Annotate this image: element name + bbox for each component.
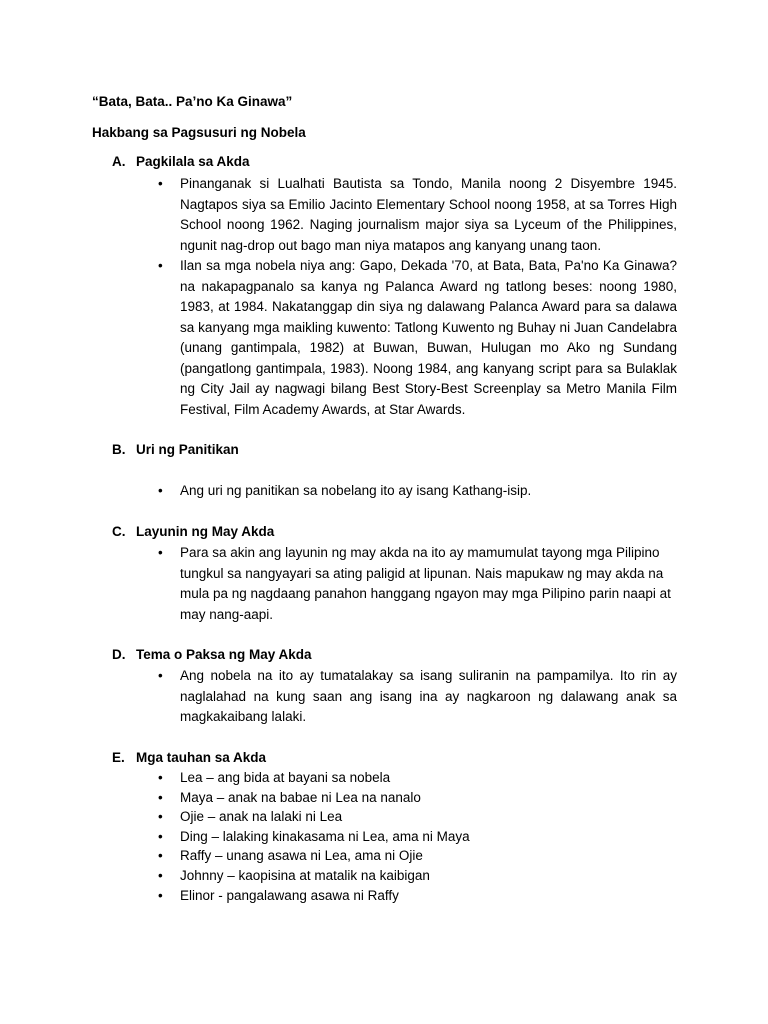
bullet-icon: •	[158, 789, 163, 805]
list-item-text: Para sa akin ang layunin ng may akda na ito ay mamumulat tayong mga Pilipino tungkul sa nangyayari sa ating paligid at lipunan. Nais mapukaw ng may akda na mula pa ng nagdaang panahon hanggang ngayon may mga Pilipino parin naapi at may nang-aapi.	[180, 545, 671, 622]
section-letter: E.	[112, 750, 125, 765]
list-item	[112, 846, 677, 866]
bullet-icon: •	[158, 545, 163, 560]
list-item	[112, 666, 677, 728]
bullet-list	[112, 543, 677, 625]
list-item-text: Ang uri ng panitikan sa nobelang ito ay isang Kathang-isip.	[180, 483, 532, 498]
list-item	[112, 788, 677, 808]
list-item-text: Johnny – kaopisina at matalik na kaibigan	[180, 867, 430, 883]
list-item	[112, 174, 677, 256]
bullet-icon: •	[158, 848, 163, 864]
list-item	[112, 481, 677, 502]
bullet-list	[112, 666, 677, 728]
bullet-list	[112, 174, 677, 420]
section-b	[112, 440, 677, 502]
list-item-text: Ding – lalaking kinakasama ni Lea, ama ni Maya	[180, 828, 470, 844]
section-heading	[112, 748, 677, 768]
section-letter: C.	[112, 524, 126, 539]
section-heading	[112, 440, 677, 460]
section-a	[112, 152, 677, 420]
section-e	[112, 748, 677, 905]
bullet-icon: •	[158, 887, 163, 903]
list-item-text: Ilan sa mga nobela niya ang: Gapo, Dekada '70, at Bata, Bata, Pa'no Ka Ginawa? na nakapagpanalo sa kanya ng Palanca Award ng tatlong beses: noong 1980, 1983, at 1984. Nakatanggap din siya ng dalawang Palanca Award para sa dalawa sa kanyang mga maikling kuwento: Tatlong Kuwento ng Buhay ni Juan Candelabra (unang gantimpala, 1982) at Buwan, Buwan, Hulugan mo Ako ng Sundang (pangatlong gantimpala, 1983). Noong 1984, ang kanyang script para sa Bulaklak ng City Jail ay nagwagi bilang Best Story-Best Screenplay sa Metro Manila Film Festival, Film Academy Awards, at Star Awards.	[180, 258, 677, 417]
bullet-icon: •	[158, 483, 163, 498]
list-item	[112, 827, 677, 847]
section-title: Layunin ng May Akda	[136, 524, 275, 539]
list-item-text: Lea – ang bida at bayani sa nobela	[180, 770, 391, 785]
section-heading	[112, 645, 677, 665]
list-item-text: Ojie – anak na lalaki ni Lea	[180, 809, 343, 825]
list-item	[112, 543, 677, 625]
list-item-text: Elinor - pangalawang asawa ni Raffy	[180, 887, 399, 903]
bullet-icon: •	[158, 176, 163, 191]
section-c	[112, 522, 677, 625]
bullet-list	[112, 768, 677, 905]
section-title: Uri ng Panitikan	[136, 442, 239, 457]
section-letter: D.	[112, 647, 126, 662]
section-title: Pagkilala sa Akda	[136, 154, 250, 169]
list-item-text: Pinanganak si Lualhati Bautista sa Tondo, Manila noong 2 Disyembre 1945. Nagtapos siya sa Emilio Jacinto Elementary School noong 1958, at sa Torres High School noong 1962. Naging journalism major siya sa Lyceum of the Philippines, ngunit nag-drop out bago man niya matapos ang kanyang unang taon.	[180, 176, 677, 253]
list-item-text: Raffy – unang asawa ni Lea, ama ni Ojie	[180, 848, 423, 864]
bullet-icon: •	[158, 770, 163, 785]
list-item-text: Maya – anak na babae ni Lea na nanalo	[180, 789, 421, 805]
section-heading	[112, 522, 677, 542]
document-subtitle: Hakbang sa Pagsusuri ng Nobela	[92, 125, 306, 140]
section-title: Tema o Paksa ng May Akda	[136, 647, 312, 662]
document-title: “Bata, Bata.. Pa’no Ka Ginawa”	[92, 94, 293, 109]
bullet-icon: •	[158, 867, 163, 883]
bullet-icon: •	[158, 258, 163, 273]
list-item	[112, 886, 677, 906]
list-item	[112, 807, 677, 827]
bullet-icon: •	[158, 828, 163, 844]
list-item	[112, 866, 677, 886]
list-item-text: Ang nobela na ito ay tumatalakay sa isang suliranin na pampamilya. Ito rin ay naglalahad na kung saan ang isang ina ay nagkaroon ng dalawang anak sa magkakaibang lalaki.	[180, 668, 677, 724]
bullet-list	[112, 481, 677, 502]
section-letter: B.	[112, 442, 126, 457]
list-item	[112, 768, 677, 788]
section-title: Mga tauhan sa Akda	[136, 750, 267, 765]
bullet-icon: •	[158, 809, 163, 825]
section-heading	[112, 152, 677, 172]
bullet-icon: •	[158, 668, 163, 683]
section-d	[112, 645, 677, 728]
section-letter: A.	[112, 154, 126, 169]
list-item	[112, 256, 677, 420]
